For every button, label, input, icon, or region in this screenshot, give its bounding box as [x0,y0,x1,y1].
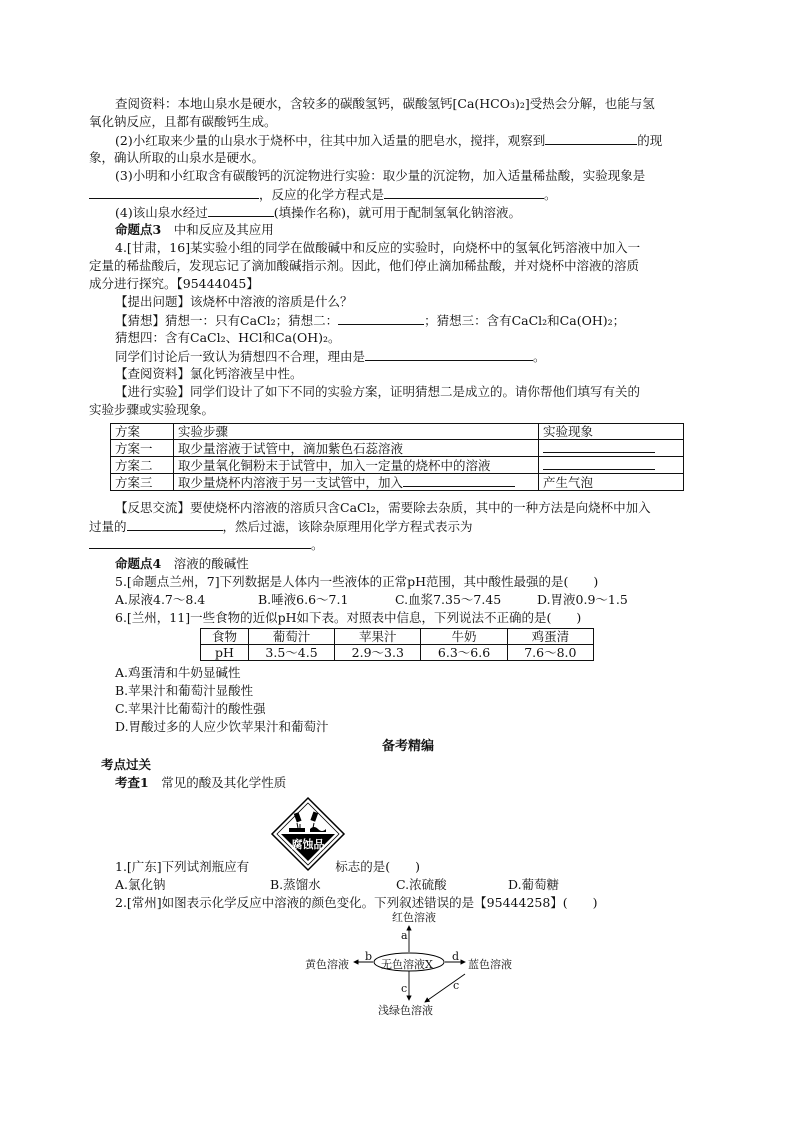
answer-blank[interactable] [365,348,533,361]
kc1-label: 考查1 [115,775,149,790]
diagram-bottom-label: 浅绿色溶液 [378,1004,433,1017]
q2-line [115,132,662,149]
arrow-label-a: a [401,929,408,942]
table-cell: 方案一 [111,440,174,457]
q6-option[interactable]: A.鸡蛋清和牛奶显碱性 [115,665,241,680]
discuss-text: 同学们讨论后一致认为猜想四不合理，理由是 [115,349,366,364]
q6-stem: 6.[兰州，11]一些食物的近似pH如下表。对照表中信息，下列说法不正确的是( ) [115,610,582,625]
kc1-heading [115,775,286,791]
table-cell [539,440,684,457]
answer-blank[interactable] [208,204,274,217]
q3-line: (3)小明和小红取含有碳酸钙的沉淀物进行实验：取少量的沉淀物，加入适量稀盐酸，实验现象是 [115,168,646,183]
table-header-row [111,424,684,440]
q4-info: 【查阅资料】氯化钙溶液呈中性。 [115,366,303,381]
q4-guess-4: 猜想四：含有CaCl₂、HCl和Ca(OH)₂。 [115,330,341,345]
answer-blank[interactable] [89,536,311,549]
guess-text-b: ；猜想三：含有CaCl₂和Ca(OH)₂； [424,313,626,328]
table-cell: 葡萄汁 [248,629,334,645]
table-cell: 实验步骤 [174,424,539,440]
table-cell: 3.5～4.5 [248,645,334,661]
q3-text-b: ，反应的化学方程式是 [259,187,385,202]
q3-text-c: 。 [544,187,557,202]
kp3-label: 命题点3 [115,222,162,237]
q2-line-2: 象，确认所取的山泉水是硬水。 [89,150,265,165]
info-line-1: 查阅资料：本地山泉水是硬水，含较多的碳酸氢钙，碳酸氢钙[Ca(HCO₃)₂]受热会分解，也能与氢 [115,96,655,111]
experiment-table [110,423,684,491]
table-cell: 方案 [111,424,174,440]
q4-reflect-3 [89,536,324,553]
q4-exp-2: 实验步骤或实验现象。 [89,402,215,417]
subsection-title: 考点过关 [101,757,152,772]
diagram-top-label: 红色溶液 [392,911,436,924]
q4-discuss [115,348,546,365]
q4-line-2: 定量的稀盐酸后，发现忘记了滴加酸碱指示剂。因此，他们停止滴加稀盐酸，并对烧杯中溶液的溶质 [89,258,640,273]
arrow-label-b: b [365,950,373,963]
diagram-center-label: 无色溶液X [381,958,433,971]
table-row [111,474,684,491]
q4-guess [115,312,625,329]
table-cell: 2.9～3.3 [335,645,421,661]
q5-option[interactable]: D.胃液0.9～1.5 [537,592,628,607]
section-title: 备考精编 [382,739,435,754]
table-cell: 鸡蛋清 [507,629,593,645]
q4p-text: (4)该山泉水经过 [115,205,208,220]
table-cell: 取少量溶液于试管中，滴加紫色石蕊溶液 [174,440,539,457]
kp4-heading [115,556,249,572]
q4-reflect-2 [89,518,473,535]
q6-option[interactable]: C.苹果汁比葡萄汁的酸性强 [115,701,266,716]
arrow-label-c: c [453,979,460,992]
q6-option[interactable]: D.胃酸过多的人应少饮苹果汁和葡萄汁 [115,719,329,734]
ph-table [200,628,594,661]
arrow-label-e: c [401,982,408,995]
kc1-title: 常见的酸及其化学性质 [161,775,287,790]
cell-text: 取少量烧杯内溶液于另一支试管中，加入 [178,475,404,490]
answer-blank[interactable] [403,474,515,487]
hazard-label: 腐蚀品 [291,838,325,851]
guess-text: 【猜想】猜想一：只有CaCl₂；猜想二： [115,313,339,328]
kp4-label: 命题点4 [115,556,162,571]
q5-option[interactable]: C.血浆7.35～7.45 [395,592,502,607]
table-cell: 方案三 [111,474,174,491]
q2-text-b: 的现 [637,133,663,148]
table-cell: 取少量氧化铜粉末于试管中，加入一定量的烧杯中的溶液 [174,457,539,474]
q4-part-line [115,204,521,221]
arrow-label-d: d [452,950,460,963]
answer-blank[interactable] [127,518,223,531]
q4-line-3: 成分进行探究。【95444045】 [89,276,259,291]
e1-option[interactable]: C.浓硫酸 [396,877,447,892]
table-cell: 7.6～8.0 [507,645,593,661]
q5-option[interactable]: B.唾液6.6～7.1 [258,592,349,607]
q4-ask: 【提出问题】该烧杯中溶液的溶质是什么？ [115,294,353,309]
q2-text: (2)小红取来少量的山泉水于烧杯中，往其中加入适量的肥皂水，搅拌，观察到 [115,133,546,148]
e1-option[interactable]: A.氯化钠 [115,877,166,892]
answer-blank[interactable] [543,457,655,470]
q5-stem: 5.[命题点兰州，7]下列数据是人体内一些液体的正常pH范围，其中酸性最强的是( ) [115,574,599,589]
answer-blank[interactable] [543,440,655,453]
discuss-text-b: 。 [533,349,546,364]
q4-exp-1: 【进行实验】同学们设计了如下不同的实验方案，证明猜想二是成立的。请你帮他们填写有关的 [115,384,641,399]
table-row [201,645,594,661]
reflect-text-c: 。 [311,537,324,552]
e1-stem [115,859,420,875]
diagram-right-label: 蓝色溶液 [468,958,512,971]
e1-text-b: 标志的是( ) [335,859,420,874]
reflect-text-b: ，然后过滤，该除杂原理用化学方程式表示为 [222,519,473,534]
table-cell [174,474,539,491]
e2-stem: 2.[常州]如图表示化学反应中溶液的颜色变化。下列叙述错误的是【95444258】( ) [115,895,598,910]
table-cell: 苹果汁 [335,629,421,645]
table-cell: pH [201,645,249,661]
table-cell: 牛奶 [421,629,507,645]
table-cell: 方案二 [111,457,174,474]
kp3-heading [115,222,274,238]
table-cell: 6.3～6.6 [421,645,507,661]
table-cell: 实验现象 [539,424,684,440]
info-line-2: 氧化钠反应，且都有碳酸钙生成。 [89,114,277,129]
e1-option[interactable]: B.蒸馏水 [270,877,321,892]
answer-blank[interactable] [89,186,259,199]
q5-option[interactable]: A.尿液4.7～8.4 [115,592,206,607]
kp3-title: 中和反应及其应用 [173,222,274,237]
e1-text: 1.[广东]下列试剂瓶应有 [115,859,250,874]
q4-reflect-1: 【反思交流】要使烧杯内溶液的溶质只含CaCl₂，需要除去杂质，其中的一种方法是向烧杯中加入 [115,500,651,515]
diagram-left-label: 黄色溶液 [305,958,349,971]
e1-option[interactable]: D.葡萄糖 [508,877,560,892]
q6-option[interactable]: B.苹果汁和葡萄汁显酸性 [115,683,254,698]
table-cell: 产生气泡 [539,474,684,491]
answer-blank[interactable] [545,132,637,145]
reflect-text: 过量的 [89,519,127,534]
table-row [201,629,594,645]
answer-blank[interactable] [384,186,544,199]
q4-line-1: 4.[甘肃，16]某实验小组的同学在做酸碱中和反应的实验时，向烧杯中的氢氧化钙溶液中加入一 [115,240,641,255]
table-cell: 食物 [201,629,249,645]
answer-blank[interactable] [338,312,424,325]
q3-line-2 [89,186,557,203]
q4p-text-b: (填操作名称)，就可用于配制氢氧化钠溶液。 [273,205,521,220]
table-cell [539,457,684,474]
table-row [111,457,684,474]
table-row [111,440,684,457]
kp4-title: 溶液的酸碱性 [173,556,249,571]
